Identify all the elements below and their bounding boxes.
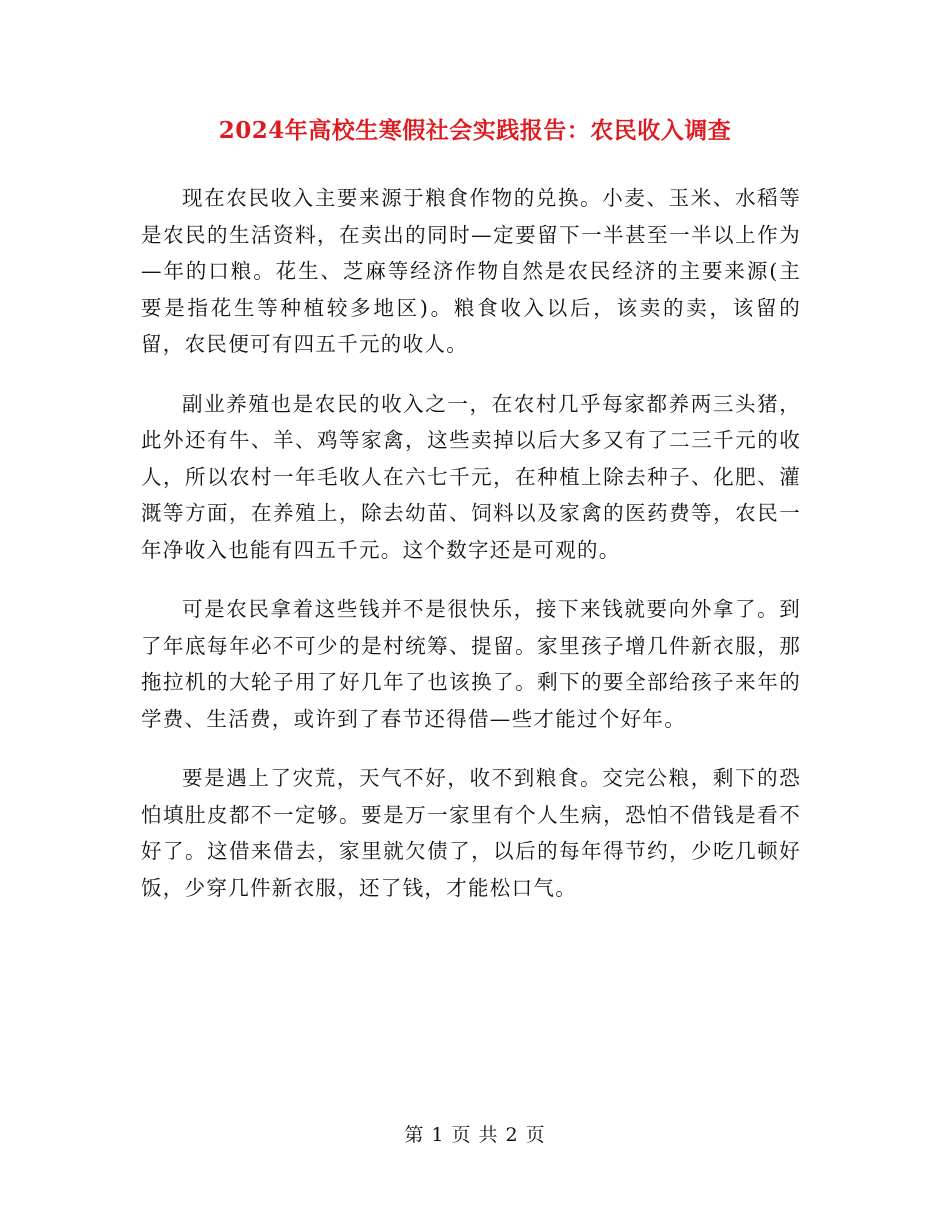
document-title: 2024年高校生寒假社会实践报告：农民收入调查 [218,117,732,144]
paragraph-4: 要是遇上了灾荒，天气不好，收不到粮食。交完公粮，剩下的恐怕填肚皮都不一定够。要是万一家里有个人生病，恐怕不借钱是看不好了。这借来借去，家里就欠债了，以后的每年得节约，少吃几顿好饭，少穿几件新衣服，还了钱，才能松口气。 [141,766,801,900]
paragraph-2: 副业养殖也是农民的收入之一，在农村几乎每家都养两三头猪，此外还有牛、羊、鸡等家禽，这些卖掉以后大多又有了二三千元的收人，所以农村一年毛收人在六七千元，在种植上除去种子、化肥、灌溉等方面，在养殖上，除去幼苗、饲料以及家禽的医药费等，农民一年净收入也能有四五千元。这个数字还是可观的。 [141,391,801,562]
page-number-footer: 第 1 页 共 2 页 [404,1124,546,1146]
document-body [141,180,801,929]
paragraph-1: 现在农民收入主要来源于粮食作物的兑换。小麦、玉米、水稻等是农民的生活资料，在卖出的同时—定要留下一半甚至一半以上作为—年的口粮。花生、芝麻等经济作物自然是农民经济的主要来源(主要是指花生等种植较多地区)。粮食收入以后，该卖的卖，该留的留，农民便可有四五千元的收人。 [141,186,801,356]
paragraph-3: 可是农民拿着这些钱并不是很快乐，接下来钱就要向外拿了。到了年底每年必不可少的是村统筹、提留。家里孩子增几件新衣服，那拖拉机的大轮子用了好几年了也该换了。剩下的要全部给孩子来年的学费、生活费，或许到了春节还得借—些才能过个好年。 [141,597,801,731]
